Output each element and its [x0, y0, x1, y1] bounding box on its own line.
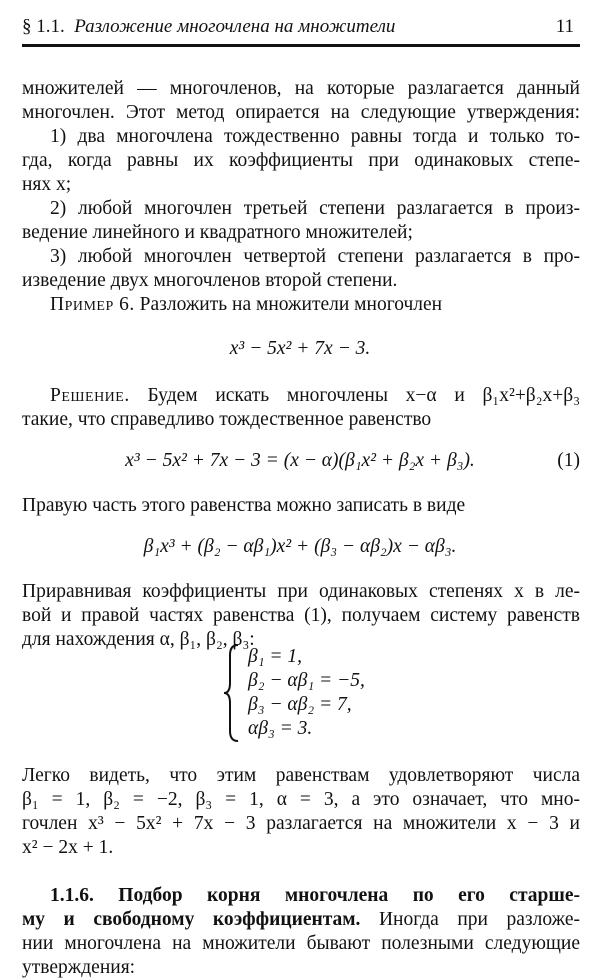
- solution-line: [50, 384, 580, 408]
- example-line: [50, 293, 442, 317]
- text-line: Легко видеть, что этим равенствам удовлетворяют числа: [22, 765, 580, 786]
- example-text: Разложить на множители многочлен: [139, 294, 443, 315]
- text-line: нии многочлена на множители бывают полезными следующие: [22, 933, 580, 954]
- text-line: Правую часть этого равенства можно записать в виде: [22, 495, 466, 516]
- solution-text: Будем искать многочлены x−α и β₁x²+β₂x+β₃: [147, 385, 580, 406]
- system-eq-4: αβ₃ = 3.: [248, 718, 313, 739]
- page-number: 11: [555, 16, 574, 37]
- system-eq-2: β₂ − αβ₁ = −5,: [248, 670, 365, 691]
- text-line: вой и правой частях равенства (1), получаем систему равенств: [22, 605, 580, 626]
- solution-label: Решение.: [50, 385, 130, 406]
- section-heading-end: му и свободному коэффициентам.: [22, 909, 361, 930]
- text-line: для нахождения α, β₁, β₂, β₃:: [22, 629, 255, 650]
- text-line: x² − 2x + 1.: [22, 837, 114, 858]
- text-line: ведение линейного и квадратного множителей;: [22, 222, 413, 243]
- text-line: нях x;: [22, 174, 72, 195]
- text-line: многочлен. Этот метод опирается на следующие утверждения:: [22, 102, 580, 123]
- section-heading: 1.1.6. Подбор корня многочлена по его старше-: [50, 885, 580, 906]
- header-rule: [22, 44, 580, 47]
- text-line: множителей — многочленов, на которые разлагается данный: [22, 78, 580, 99]
- list-item-3: 3) любой многочлен четвертой степени разлагается в про-: [50, 246, 580, 267]
- example-label: Пример 6.: [50, 294, 135, 315]
- equation-1: x³ − 5x² + 7x − 3 = (x − α)(β₁x² + β₂x + β₃).: [125, 450, 475, 471]
- text-line: такие, что справедливо тождественное равенство: [22, 409, 432, 430]
- text-line: Приравнивая коэффициенты при одинаковых степенях x в ле-: [22, 581, 580, 602]
- equation-polynomial: x³ − 5x² + 7x − 3.: [229, 338, 371, 359]
- header-section: [22, 16, 395, 38]
- section-title: Разложение многочлена на множители: [74, 16, 396, 37]
- text-line: гда, когда равны их коэффициенты при одинаковых степе-: [22, 150, 580, 171]
- text-line: утверждения:: [22, 957, 136, 978]
- section-text: Иногда при разложе-: [378, 909, 580, 930]
- system-brace: [222, 643, 242, 743]
- list-item-2: 2) любой многочлен третьей степени разлагается в произ-: [50, 198, 580, 219]
- running-header: [22, 16, 582, 40]
- system-eq-1: β₁ = 1,: [248, 646, 303, 667]
- section-number: § 1.1.: [22, 16, 65, 37]
- section-heading-line-2: [22, 908, 580, 932]
- text-line: изведение двух многочленов второй степени.: [22, 270, 398, 291]
- system-eq-3: β₃ − αβ₂ = 7,: [248, 694, 352, 715]
- equation-number: (1): [557, 450, 580, 471]
- text-line: β₁ = 1, β₂ = −2, β₃ = 1, α = 3, а это означает, что мно-: [22, 789, 580, 810]
- text-line: гочлен x³ − 5x² + 7x − 3 разлагается на множители x − 3 и: [22, 813, 580, 834]
- list-item-1: 1) два многочлена тождественно равны тогда и только то-: [50, 126, 580, 147]
- equation-rhs: β₁x³ + (β₂ − αβ₁)x² + (β₃ − αβ₂)x − αβ₃.: [143, 536, 457, 557]
